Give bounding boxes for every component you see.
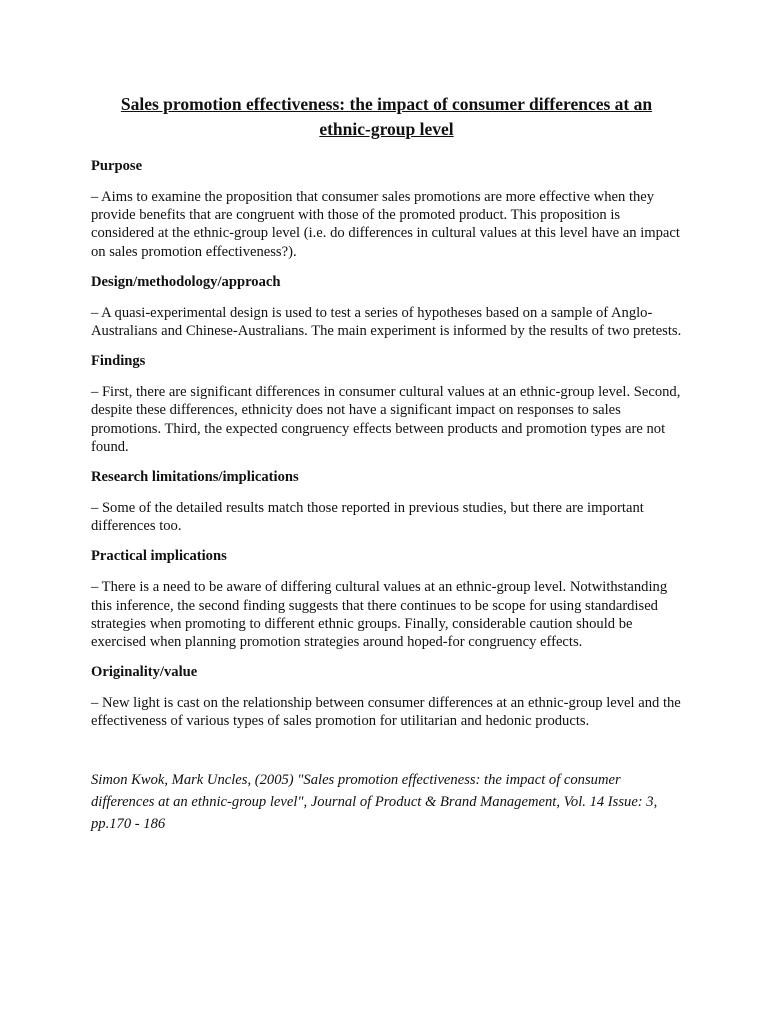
section-heading-practical-implications: Practical implications	[91, 548, 227, 565]
section-design-methodology	[91, 273, 682, 340]
section-body-originality-value: – New light is cast on the relationship between consumer differences at an ethnic-group level and the effectiveness of various types of sales promotion for utilitarian and hedonic products.	[91, 695, 681, 730]
section-heading-design-methodology: Design/methodology/approach	[91, 273, 281, 290]
section-body-practical-implications: – There is a need to be aware of differing cultural values at an ethnic-group level. Notwithstanding this inference, the second finding suggests that there continues to be scope for using standardised strategies when promoting to different ethnic groups. Finally, considerable caution should be exercised when planning promotion strategies around hoped-for congruency effects.	[91, 579, 668, 651]
section-heading-research-limitations: Research limitations/implications	[91, 469, 299, 486]
citation: Simon Kwok, Mark Uncles, (2005) "Sales promotion effectiveness: the impact of consumer differences at an ethnic-group level", Journal of Product & Brand Management, Vol. 14 Issue: 3, pp.170 - 186	[91, 771, 658, 832]
section-purpose	[91, 157, 682, 261]
section-heading-findings: Findings	[91, 353, 146, 370]
section-body-purpose: – Aims to examine the proposition that consumer sales promotions are more effective when they provide benefits that are congruent with those of the promoted product. This proposition is considered at the ethnic-group level (i.e. do differences in cultural values at this level have an impact on sales promotion effectiveness?).	[91, 189, 680, 260]
section-practical-implications	[91, 547, 682, 651]
section-originality-value	[91, 663, 682, 730]
section-research-limitations	[91, 468, 682, 535]
section-heading-originality-value: Originality/value	[91, 664, 198, 681]
section-heading-purpose: Purpose	[91, 158, 143, 174]
section-body-research-limitations: – Some of the detailed results match those reported in previous studies, but there are important differences too.	[91, 500, 644, 535]
section-body-findings: – First, there are significant differences in consumer cultural values at an ethnic-group level. Second, despite these differences, ethnicity does not have a significant impact on responses to sales promotions. Third, the expected congruency effects between products and promotion types are not found.	[91, 384, 681, 455]
section-findings	[91, 352, 682, 456]
section-body-design-methodology: – A quasi-experimental design is used to test a series of hypotheses based on a sample of Anglo-Australians and Chinese-Australians. The main experiment is informed by the results of two pretests.	[91, 304, 682, 340]
paper-title: Sales promotion effectiveness: the impact of consumer differences at an ethnic-group level	[120, 94, 653, 139]
